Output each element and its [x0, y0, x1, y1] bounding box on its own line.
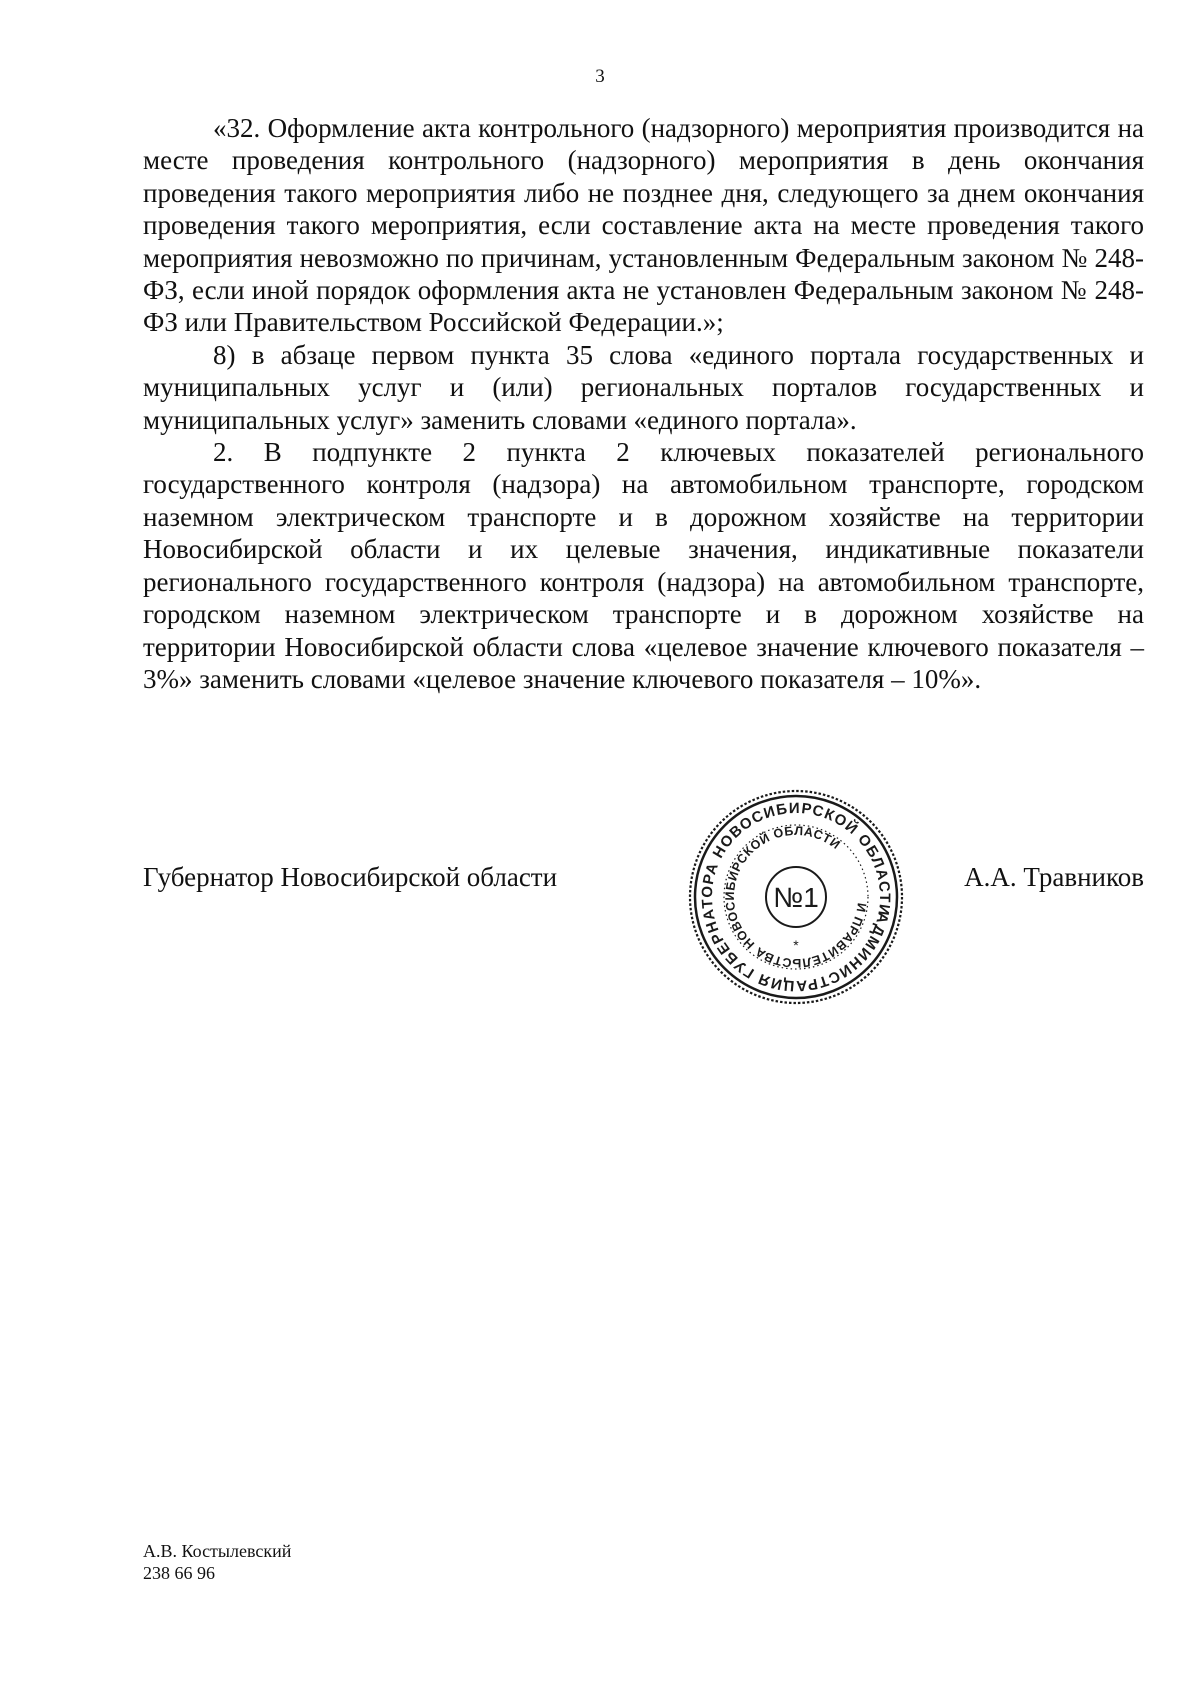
executor-info — [143, 1540, 291, 1584]
paragraph-item-32: «32. Оформление акта контрольного (надзорного) мероприятия производится на месте проведения контрольного (надзорного) мероприятия в день окончания проведения такого мероприятия либо не позднее дня, следующего за днем окончания проведения такого мероприятия, если составление акта на месте проведения такого мероприятия невозможно по причинам, установленным Федеральным законом № 248-ФЗ, если иной порядок оформления акта не установлен Федеральным законом № 248-ФЗ или Правительством Российской Федерации.»; — [143, 113, 1144, 338]
signatory-name: А.А. Травников — [964, 862, 1144, 892]
seal-center-number: №1 — [773, 882, 819, 913]
executor-name: А.В. Костылевский — [143, 1541, 292, 1561]
seal-graphic — [687, 788, 905, 1006]
seal-inner-text: И ПРАВИТЕЛЬСТВА НОВОСИБИРСКОЙ ОБЛАСТИ — [722, 823, 869, 971]
paragraph-subitem-8: 8) в абзаце первом пункта 35 слова «единого портала государственных и муниципальных услуг и (или) региональных порталов государственных и муниципальных услуг» заменить словами «единого портала». — [143, 339, 1144, 435]
signatory-position: Губернатор Новосибирской области — [143, 862, 558, 892]
executor-phone: 238 66 96 — [143, 1563, 215, 1583]
seal-outer-text: АДМИНИСТРАЦИЯ ГУБЕРНАТОРА НОВОСИБИРСКОЙ ОБЛАСТИ — [698, 799, 894, 995]
paragraph-section-2: 2. В подпункте 2 пункта 2 ключевых показателей регионального государственного контроля (надзора) на автомобильном транспорте, городском наземном электрическом транспорте и в дорожном хозяйстве на территории Новосибирской области и их целевые значения, индикативные показатели регионального государственного контроля (надзора) на автомобильном транспорте, городском наземном электрическом транспорте и в дорожном хозяйстве на территории Новосибирской области слова «целевое значение ключевого показателя – 3%» заменить словами «целевое значение ключевого показателя – 10%». — [143, 437, 1144, 694]
signature-block — [143, 861, 1144, 901]
seal-star-icon: * — [793, 937, 799, 953]
official-seal — [687, 788, 905, 1006]
document-body — [143, 112, 1144, 695]
page-number: 3 — [595, 66, 605, 87]
